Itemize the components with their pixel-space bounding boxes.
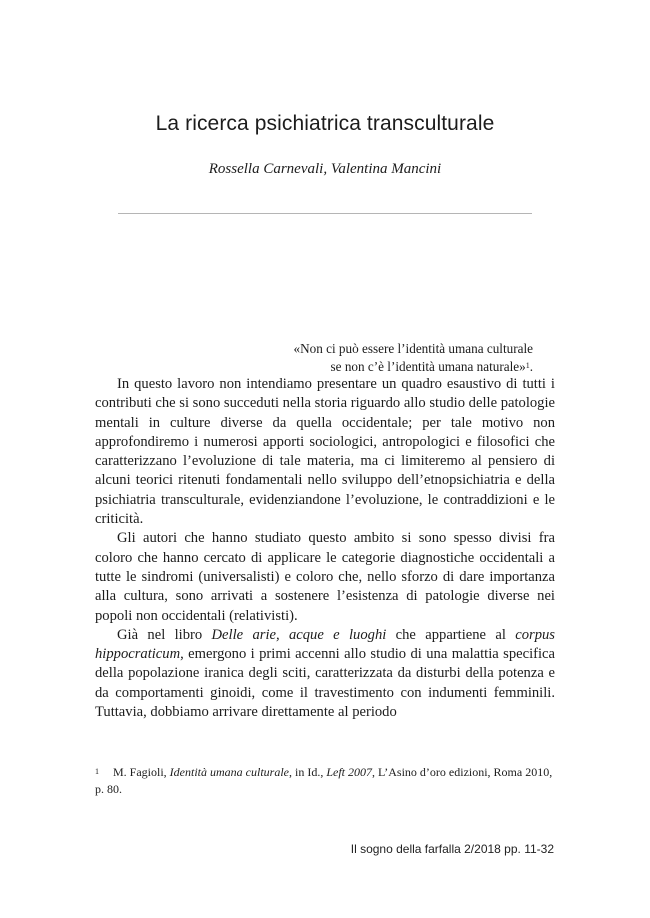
footnote-journal: Left 2007: [326, 765, 373, 779]
footnote-ref[interactable]: 1: [525, 361, 530, 370]
paragraph-1: In questo lavoro non intendiamo presentare un quadro esaustivo di tutti i contributi che si sono succeduti nella storia riguardo allo studio delle patologie mentali in culture diverse da quella occidentale; per tale motivo non approfondiremo i numerosi apporti sociologici, antropologici e filosofici che caratterizzano l’evoluzione di tale materia, ma ci limiteremo al pensiero di alcuni teorici ritenuti fondamentali nello sviluppo dell’etnopsichiatria e della psichiatria transculturale, evidenziandone l’evoluzione, le contraddizioni e le criticità.: [95, 376, 555, 528]
epigraph-line-2-text: se non c’è l’identità umana naturale»: [330, 359, 526, 374]
book-title: Delle arie, acque e luoghi: [211, 626, 387, 643]
body-text: [95, 375, 555, 722]
paragraph-3-text-b: che appartiene al: [386, 626, 516, 643]
footnote-number: 1: [95, 767, 99, 776]
paragraph-3-text-c: , emergono i primi accenni allo studio di una malattia specifica della popolazione iranica degli sciti, caratterizzata da disturbi della potenza e da comportamenti ginoidi, come il travestimento con indumenti femminili. Tuttavia, dobbiamo arrivare direttamente al periodo: [95, 646, 555, 721]
article-title: La ricerca psichiatrica transculturale: [155, 112, 495, 135]
footnote: [95, 764, 555, 797]
epigraph-end-punct: .: [529, 359, 533, 374]
epigraph-line-2: [294, 358, 534, 376]
page-footer: Il sogno della farfalla 2/2018 pp. 11-32: [350, 842, 554, 856]
epigraph-line-1: «Non ci può essere l’identità umana culturale: [293, 341, 533, 356]
article-authors: Rossella Carnevali, Valentina Mancini: [208, 161, 442, 177]
footnote-work-title: Identità umana culturale: [169, 765, 289, 779]
paragraph-3-text-a: Già nel libro: [117, 626, 212, 643]
corpus-title: corpus hippocraticum: [95, 626, 555, 663]
paragraph-3: [95, 626, 555, 722]
footnote-author: M. Fagioli,: [113, 765, 170, 779]
epigraph: [294, 340, 534, 376]
footnote-text-a: , in Id.,: [289, 765, 327, 779]
title-divider: [118, 213, 532, 214]
paragraph-2: Gli autori che hanno studiato questo ambito si sono spesso divisi fra coloro che hanno cercato di applicare le categorie diagnostiche occidentali a tutte le sindromi (universalisti) e coloro che, nello sforzo di dare importanza alla cultura, sono arrivati a sostenere l’esistenza di patologie diverse nei popoli non occidentali (relativisti).: [95, 530, 555, 624]
footnote-publisher: , L’Asino d’oro edizioni, Roma 2010, p. 80.: [95, 765, 553, 796]
